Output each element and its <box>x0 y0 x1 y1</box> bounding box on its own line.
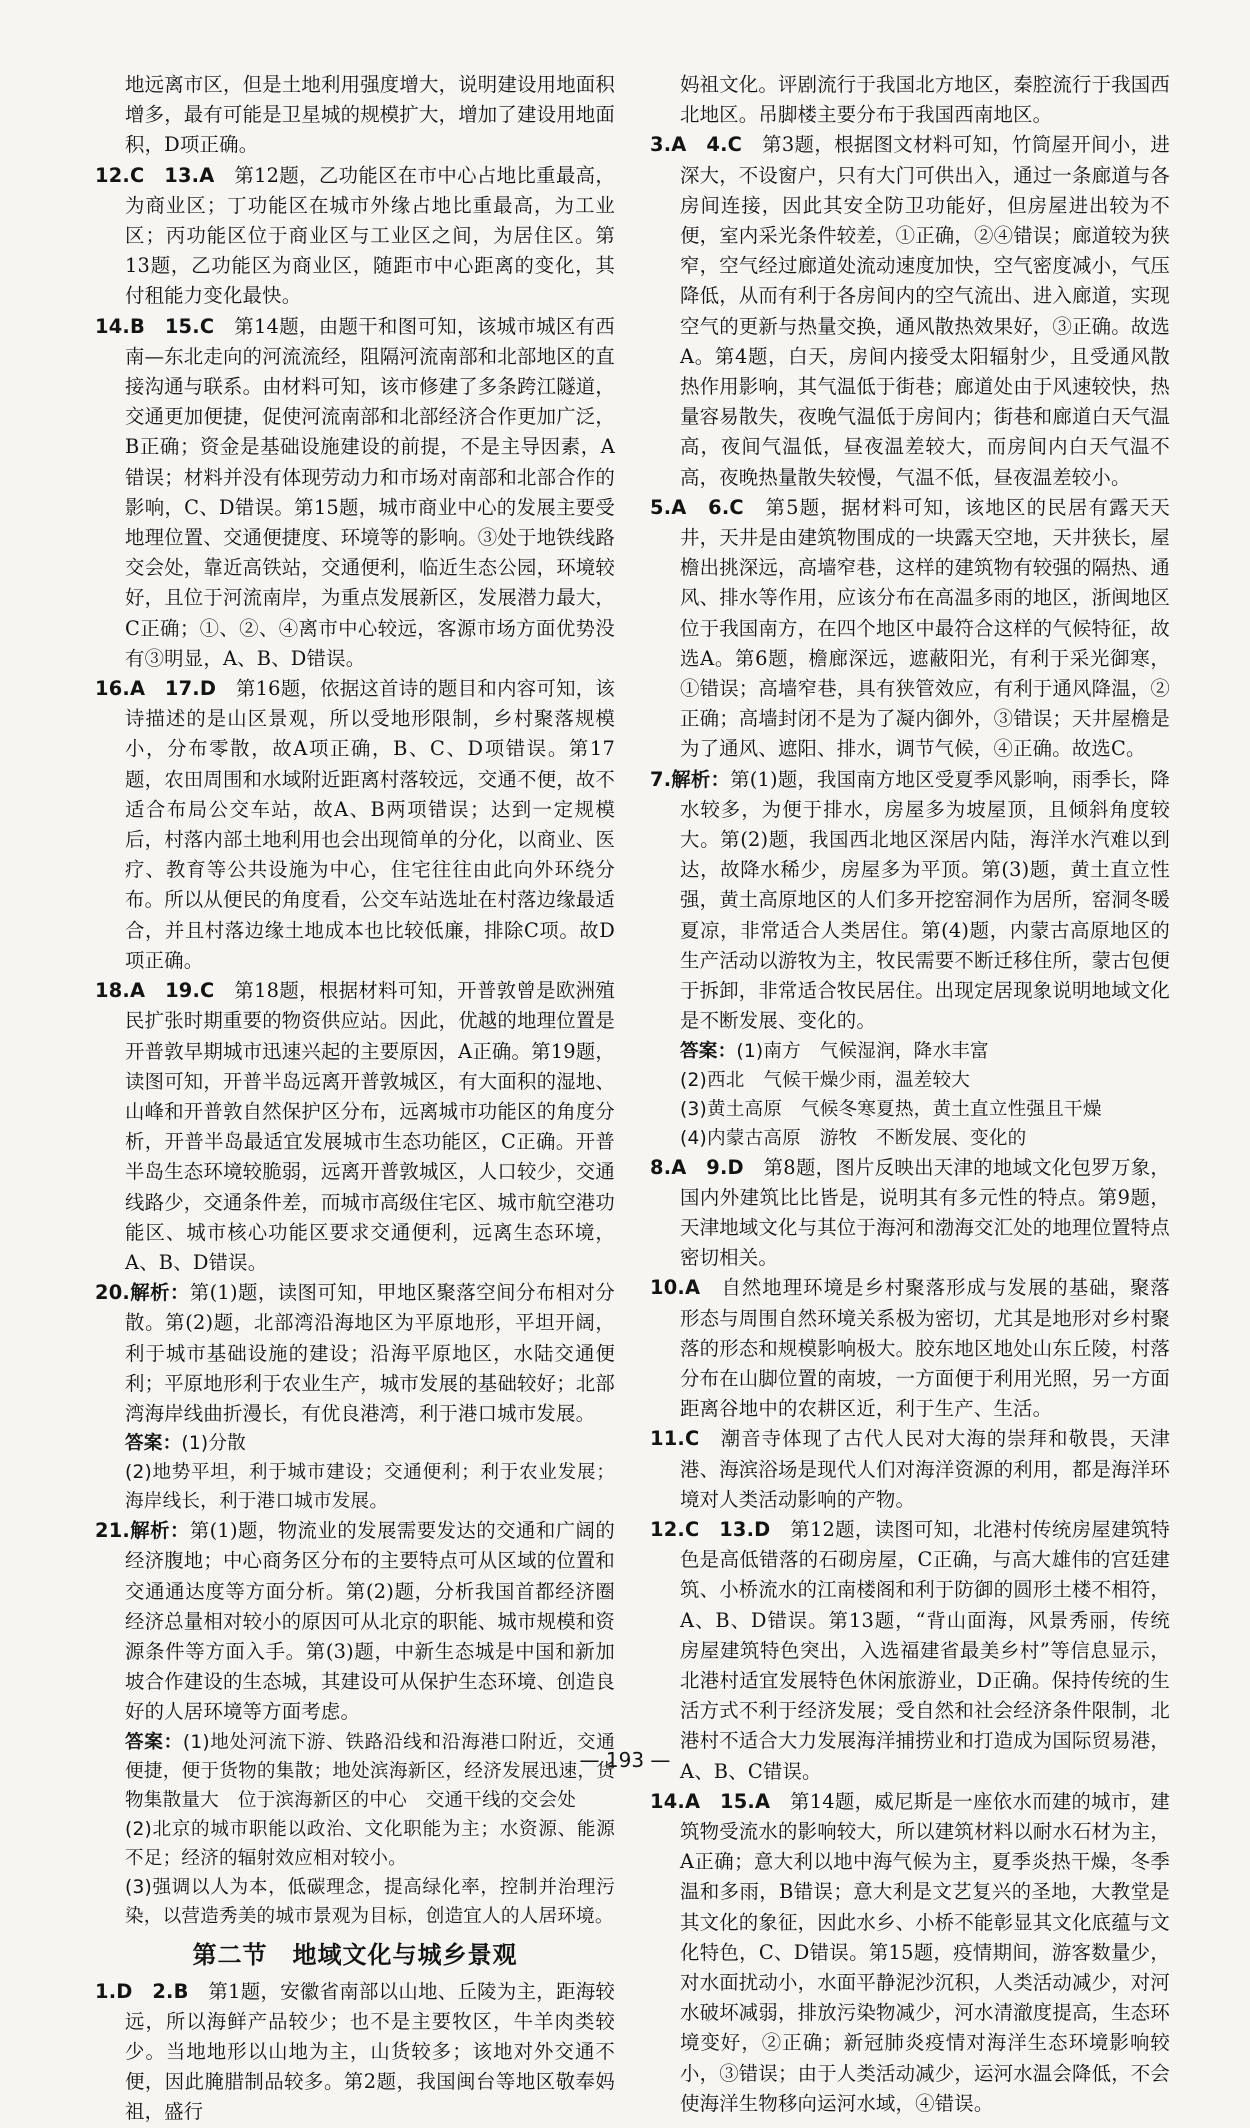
answer-item-10 <box>650 1273 1170 1424</box>
answer-item-16-17 <box>95 674 615 976</box>
answer-label: 答案： <box>125 1433 182 1455</box>
answer-item-3-4 <box>650 130 1170 492</box>
page-number: — 193 — <box>579 1748 671 1772</box>
answer-label: 答案： <box>680 1040 737 1062</box>
item-text: 第8题，图片反映出天津的地域文化包罗万象，国内外建筑比比皆是，说明其有多元性的特点。第9题，天津地域文化与其位于海河和渤海交汇处的地理位置特点密切相关。 <box>680 1155 1170 1270</box>
answer-item-5-6 <box>650 493 1170 765</box>
answer-item-s1-1-2 <box>95 1977 615 2128</box>
item-number: 1.D 2.B <box>95 1979 189 2003</box>
item-text: 第16题，依据这首诗的题目和内容可知，该诗描述的是山区景观，所以受地形限制，乡村聚落规模小，分布零散，故A项正确，B、C、D项错误。第17题，农田周围和水域附近距离村落较远，交通不便，故不适合布局公交车站，故A、B两项错误；达到一定规模后，村落内部土地利用也会出现简单的分化，以商业、医疗、教育等公共设施为中心，住宅往往由此向外环绕分布。所以从便民的角度看，公交车站选址在村落边缘最适合，并且村落边缘土地成本也比较低廉，排除C项。故D项正确。 <box>125 677 615 972</box>
answer-line: (1)地处河流下游、铁路沿线和沿海港口附近，交通便捷，便于货物的集散；地处滨海新区，经济发展迅速，货物集散量大 位于滨海新区的中心 交通干线的交会处 <box>125 1731 615 1811</box>
item-number: 20. <box>95 1281 130 1305</box>
analysis-label: 解析： <box>129 1519 190 1543</box>
section-title: 第二节 地域文化与城乡景观 <box>192 1940 518 1969</box>
answer-line: (2)地势平坦，利于城市建设；交通便利；利于农业发展；海岸线长，利于港口城市发展。 <box>125 1462 615 1513</box>
item-number: 21. <box>95 1519 130 1543</box>
item-text: 第5题，据材料可知，该地区的民居有露天天井，天井是由建筑物围成的一块露天空地，天井狭长，屋檐出挑深远，高墙窄巷，这样的建筑物有较强的隔热、通风、排水等作用，应该分布在高温多雨的地区，浙闽地区位于我国南方，在四个地区中最符合这样的气候特征，故选A。第6题，檐廊深远，遮蔽阳光，有利于采光御寒，①错误；高墙窄巷，具有狭管效应，有利于通风降温，②正确；高墙封闭不是为了凝内御外，③错误；天井屋檐是为了通风、遮阳、排水，调节气候，④正确。故选C。 <box>680 495 1170 761</box>
analysis-label: 解析： <box>671 767 731 791</box>
answer-label: 答案： <box>125 1731 183 1753</box>
answer-item-7 <box>650 765 1170 1037</box>
item-number: 14.B 15.C <box>95 314 215 338</box>
answer-block-7 <box>650 1037 1170 1066</box>
item-number: 14.A 15.A <box>650 1789 771 1813</box>
item-number: 12.C 13.A <box>95 163 215 187</box>
answer-line: (2)西北 气候干燥少雨，温差较大 <box>680 1069 971 1091</box>
item-number: 5.A 6.C <box>650 495 744 519</box>
item-number: 12.C 13.D <box>650 1517 771 1541</box>
item-text: 自然地理环境是乡村聚落形成与发展的基础，聚落形态与周围自然环境关系极为密切，尤其是地形对乡村聚落的形态和规模影响极大。胶东地区地处山东丘陵，村落分布在山脚位置的南坡，一方面便于利用光照，另一方面距离谷地中的农耕区近，利于生产、生活。 <box>680 1276 1170 1421</box>
analysis-label: 解析： <box>129 1281 190 1305</box>
answer-line: (3)黄土高原 气候冬寒夏热，黄土直立性强且干燥 <box>680 1098 1102 1120</box>
item-text: 潮音寺体现了古代人民对大海的崇拜和敬畏，天津港、海滨浴场是现代人们对海洋资源的利用，都是海洋环境对人类活动影响的产物。 <box>680 1427 1171 1511</box>
item-number: 10.A <box>650 1276 701 1300</box>
answer-item-12-13 <box>95 161 615 312</box>
item-text: 第14题，威尼斯是一座依水而建的城市，建筑物受流水的影响较大，所以建筑材料以耐水石材为主，A正确；意大利以地中海气候为主，夏季炎热干燥，冬季温和多雨，B错误；意大利是文艺复兴的圣地，大教堂是其文化的象征，因此水乡、小桥不能彰显其文化底蕴与文化特色，C、D错误。第15题，疫情期间，游客数量少，对水面扰动小，水面平静泥沙沉积，人类活动减少，对河水破坏减弱，排放污染物减少，河水清澈度提高，生态环境变好，②正确；新冠肺炎疫情对海洋生态环境影响较小，③错误；由于人类活动减少，运河水温会降低，不会使海洋生物移向运河水域，④错误。 <box>680 1789 1170 2115</box>
answer-line: (1)分散 <box>181 1433 246 1455</box>
answer-item-12-13 <box>650 1515 1170 1787</box>
item-text: 第(1)题，读图可知，甲地区聚落空间分布相对分散。第(2)题，北部湾沿海地区为平原地形，平坦开阔，利于城市基础设施的建设；沿海平原地区，水陆交通便利；平原地形利于农业生产，城市发展的基础较好；北部湾海岸线曲折漫长，有优良港湾，利于港口城市发展。 <box>125 1281 615 1425</box>
answer-line: (3)强调以人为本，低碳理念，提高绿化率，控制并治理污染，以营造秀美的城市景观为目标，创造宜人的人居环境。 <box>125 1876 615 1927</box>
answer-item-8-9 <box>650 1153 1170 1274</box>
answer-item-21 <box>95 1516 615 1727</box>
item-text: 第14题，由题干和图可知，该城市城区有西南—东北走向的河流流经，阻隔河流南部和北部地区的直接沟通与联系。由材料可知，该市修建了多条跨江隧道，交通更加便捷，促使河流南部和北部经济合作更加广泛，B正确；资金是基础设施建设的前提，不是主导因素，A错误；材料并没有体现劳动力和市场对南部和北部合作的影响，C、D错误。第15题，城市商业中心的发展主要受地理位置、交通便捷度、环境等的影响。③处于地铁线路交会处，靠近高铁站，交通便利，临近生态公园，环境较好，且位于河流南岸，为重点发展新区，发展潜力最大，C正确；①、②、④离市中心较远，客源市场方面优势没有③明显，A、B、D错误。 <box>125 314 615 670</box>
item-number: 8.A 9.D <box>650 1155 744 1179</box>
answer-item-18-19 <box>95 976 615 1278</box>
item-number: 18.A 19.C <box>95 979 215 1003</box>
item-text: 第1题，安徽省南部以山地、丘陵为主，距海较远，所以海鲜产品较少；也不是主要牧区，牛羊肉类较少。当地地形以山地为主，山货较多；该地对外交通不便，因此腌腊制品较多。第2题，我国闽台等地区敬奉妈祖，盛行 <box>125 1979 615 2124</box>
item-text: 第(1)题，我国南方地区受夏季风影响，雨季长，降水较多，为便于排水，房屋多为坡屋顶，且倾斜角度较大。第(2)题，我国西北地区深居内陆，海洋水汽难以到达，故降水稀少，房屋多为平顶。第(3)题，黄土直立性强，黄土高原地区的人们多开挖窑洞作为居所，窑洞冬暖夏凉，非常适合人类居住。第(4)题，内蒙古高原地区的生产活动以游牧为主，牧民需要不断迁移住所，蒙古包便于拆卸，非常适合牧民居住。出现定居现象说明地域文化是不断发展、变化的。 <box>680 767 1170 1033</box>
item-text: 第3题，根据图文材料可知，竹筒屋开间小，进深大，不设窗户，只有大门可供出入，通过一条廊道与各房间连接，因此其安全防卫功能好，但房屋进出较为不便，室内采光条件较差，①正确，②④错误；廊道较为狭窄，空气经过廊道处流动速度加快，空气密度减小，气压降低，从而有利于各房间内的空气流出、进入廊道，实现空气的更新与热量交换，通风散热效果好，③正确。故选A。第4题，白天，房间内接受太阳辐射少，且受通风散热作用影响，其气温低于街巷；廊道处由于风速较快，热量容易散失，夜晚气温低于房间内；街巷和廊道白天气温高，夜间气温低，昼夜温差较大，而房间内白天气温不高，夜晚热量散失较慢，气温不低，昼夜温差较小。 <box>680 133 1170 489</box>
answer-line: (2)北京的城市职能以政治、文化职能为主；水资源、能源不足；经济的辐射效应相对较小。 <box>125 1818 615 1869</box>
answer-item-14-15 <box>95 312 615 674</box>
answer-item-14-15 <box>650 1787 1170 2119</box>
answer-line: (4)内蒙古高原 游牧 不断发展、变化的 <box>680 1127 1027 1149</box>
item-number: 11.C <box>650 1427 700 1451</box>
answer-item-11 <box>650 1424 1170 1515</box>
right-continuation-text: 妈祖文化。评剧流行于我国北方地区，秦腔流行于我国西北地区。吊脚楼主要分布于我国西南地区。 <box>680 73 1170 127</box>
item-text: 第12题，乙功能区在市中心占地比重最高，为商业区；丁功能区在城市外缘占地比重最高，为工业区；丙功能区位于商业区与工业区之间，为居住区。第13题，乙功能区为商业区，随距市中心距离的变化，其付租能力变化最快。 <box>125 163 615 308</box>
answer-item-20 <box>95 1278 615 1429</box>
right-column <box>650 70 1170 2119</box>
item-number: 16.A 17.D <box>95 677 217 701</box>
answer-line: (1)南方 气候湿润，降水丰富 <box>736 1040 989 1062</box>
item-text: 第(1)题，物流业的发展需要发达的交通和广阔的经济腹地；中心商务区分布的主要特点可从区域的位置和交通通达度等方面分析。第(2)题，分析我国首都经济圈经济总量相对较小的原因可从北京的职能、城市规模和资源条件等方面入手。第(3)题，中新生态城是中国和新加坡合作建设的生态城，其建设可从保护生态环境、创造良好的人居环境等方面考虑。 <box>125 1519 615 1724</box>
item-number: 7. <box>650 767 672 791</box>
item-number: 3.A 4.C <box>650 133 743 157</box>
left-column <box>95 70 615 2128</box>
item-text: 第12题，读图可知，北港村传统房屋建筑特色是高低错落的石砌房屋，C正确，与高大雄伟的宫廷建筑、小桥流水的江南楼阁和利于防御的圆形土楼不相符，A、B、D错误。第13题，“背山面海，风景秀丽，传统房屋建筑特色突出，入选福建省最美乡村”等信息显示，北港村适宜发展特色休闲旅游业，D正确。保持传统的生活方式不利于经济发展；受自然和社会经济条件限制，北港村不适合大力发展海洋捕捞业和打造成为国际贸易港，A、B、C错误。 <box>680 1517 1171 1783</box>
answer-block-20 <box>95 1429 615 1458</box>
left-continuation-text: 地远离市区，但是土地利用强度增大，说明建设用地面积增多，最有可能是卫星城的规模扩大，增加了建设用地面积，D项正确。 <box>125 73 615 157</box>
item-text: 第18题，根据材料可知，开普敦曾是欧洲殖民扩张时期重要的物资供应站。因此，优越的地理位置是开普敦早期城市迅速兴起的主要原因，A正确。第19题，读图可知，开普半岛远离开普敦城区，有大面积的湿地、山峰和开普敦自然保护区分布，远离城市功能区的角度分析，开普半岛最适宜发展城市生态功能区，C正确。开普半岛生态环境较脆弱，远离开普敦城区，人口较少，交通线路少，交通条件差，而城市高级住宅区、城市航空港功能区、城市核心功能区要求交通便利，远离生态环境，A、B、D错误。 <box>125 979 615 1274</box>
